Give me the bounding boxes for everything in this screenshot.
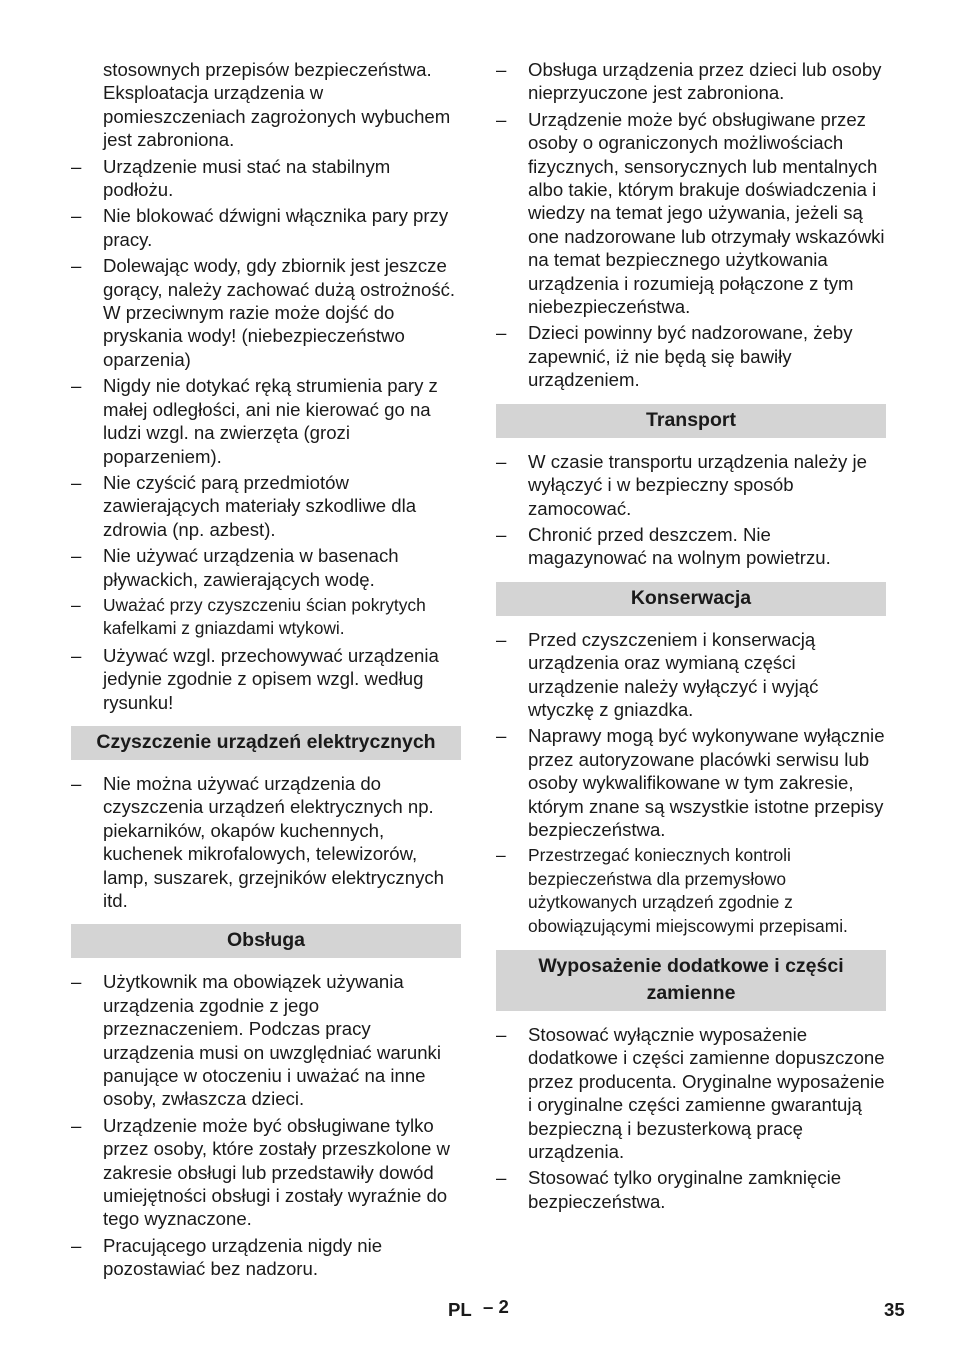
list-item: – Stosować wyłącznie wyposażenie dodatkowe i części zamienne dopuszczone przez producenta. Oryginalne wyposażenie i oryginalne części zamienne gwarantują bezpieczną i bezusterkową pracę urządzenia. — [496, 1024, 885, 1163]
list-item: – Stosować tylko oryginalne zamknięcie bezpieczeństwa. — [496, 1167, 842, 1212]
continued-paragraph: stosownych przepisów bezpieczeństwa. Eksploatacja urządzenia w pomieszczeniach zagrożonych wybuchem jest zabroniona. — [103, 59, 451, 151]
section-heading-operation: Obsługa — [71, 924, 461, 958]
list-item: – Pracującego urządzenia nigdy nie pozostawiać bez nadzoru. — [71, 1234, 383, 1280]
maintenance-list — [496, 628, 886, 938]
right-column — [496, 58, 886, 1216]
list-item: – Nie blokować dźwigni włącznika pary przy pracy. — [71, 205, 449, 250]
section-heading-maintenance: Konserwacja — [496, 582, 886, 616]
footer-language: PL — [448, 1299, 472, 1320]
list-item: – Urządzenie może być obsługiwane przez osoby o ograniczonych możliwościach fizycznych, sensorycznych lub mentalnych albo takie, którym brakuje doświadczenia i wiedzy na temat jego używania, jeżeli są one nadzorowane lub otrzymały wskazówki na temat bezpiecznego użytkowania urządzenia i rozumieją połączone z tym niebezpieczeństwa. — [496, 108, 885, 318]
list-item: – Uważać przy czyszczeniu ścian pokrytych kafelkami z gniazdami wtykowi. — [71, 594, 426, 639]
section-heading-accessories: Wyposażenie dodatkowe i części zamienne — [496, 950, 886, 1011]
list-item: – Naprawy mogą być wykonywane wyłącznie przez autoryzowane placówki serwisu lub osoby wykwalifikowane w tym zakresie, którym znane są wszystkie istotne przepisy bezpieczeństwa. — [496, 725, 885, 840]
operation-list — [71, 970, 461, 1280]
list-item: – Przed czyszczeniem i konserwacją urządzenia oraz wymianą części urządzenie należy wyłączyć i wyjąć wtyczkę z gniazdka. — [496, 628, 819, 720]
transport-list — [496, 450, 886, 570]
section-heading-transport: Transport — [496, 404, 886, 438]
list-item: – Nie czyścić parą przedmiotów zawierających materiały szkodliwe dla zdrowia (np. azbest). — [71, 471, 417, 540]
list-item: – Dzieci powinny być nadzorowane, żeby zapewnić, iż nie będą się bawiły urządzeniem. — [496, 322, 853, 391]
section-heading-electrical-cleaning: Czyszczenie urządzeń elektrycznych — [71, 726, 461, 760]
list-item: – Nie używać urządzenia w basenach pływackich, zawierających wodę. — [71, 545, 399, 590]
list-item: – Dolewając wody, gdy zbiornik jest jeszcze gorący, należy zachować dużą ostrożność. W przeciwnym razie może dojść do pryskania wody! (niebezpieczeństwo oparzenia) — [71, 255, 456, 370]
list-item: – Przestrzegać koniecznych kontroli bezpieczeństwa dla przemysłowo użytkowanych urządzeń zgodnie z obowiązującymi miejscowymi przepisami. — [496, 845, 848, 936]
list-item: – Obsługa urządzenia przez dzieci lub osoby nieprzyuczone jest zabroniona. — [496, 59, 882, 104]
list-item: – Urządzenie musi stać na stabilnym podłożu. — [71, 155, 391, 201]
list-item: – Urządzenie może być obsługiwane tylko przez osoby, które zostały przeszkolone w zakresie obsługi lub przedstawiły dowód umiejętności obsługi i zostały wyraźnie do tego wyznaczone. — [71, 1114, 450, 1230]
list-item: – Chronić przed deszczem. Nie magazynować na wolnym powietrzu. — [496, 523, 831, 569]
operation-list-continued — [496, 58, 886, 392]
footer-page-number: 35 — [884, 1299, 905, 1320]
safety-list — [71, 155, 461, 714]
list-item: – Używać wzgl. przechowywać urządzenia jedynie zgodnie z opisem wzgl. według rysunku! — [71, 644, 439, 713]
list-item: – Użytkownik ma obowiązek używania urządzenia zgodnie z jego przeznaczeniem. Podczas pracy urządzenia musi on uwzględniać warunki panujące w otoczeniu i uważać na inne osoby, zwłaszcza dzieci. — [71, 971, 441, 1110]
accessories-list — [496, 1023, 886, 1213]
list-item: – Nie można używać urządzenia do czyszczenia urządzeń elektrycznych np. piekarników, okapów kuchennych, kuchenek mikrofalowych, telewizorów, lamp, suszarek, grzejników elektrycznych itd. — [71, 772, 445, 911]
electrical-cleaning-list — [71, 772, 461, 912]
footer-section-page: – 2 — [483, 1296, 509, 1317]
list-item: – W czasie transportu urządzenia należy je wyłączyć i w bezpieczny sposób zamocować. — [496, 450, 867, 519]
left-column — [71, 58, 461, 1284]
list-item: – Nigdy nie dotykać ręką strumienia pary z małej odległości, ani nie kierować go na ludzi wzgl. na zwierzęta (grozi poparzeniem). — [71, 375, 438, 467]
